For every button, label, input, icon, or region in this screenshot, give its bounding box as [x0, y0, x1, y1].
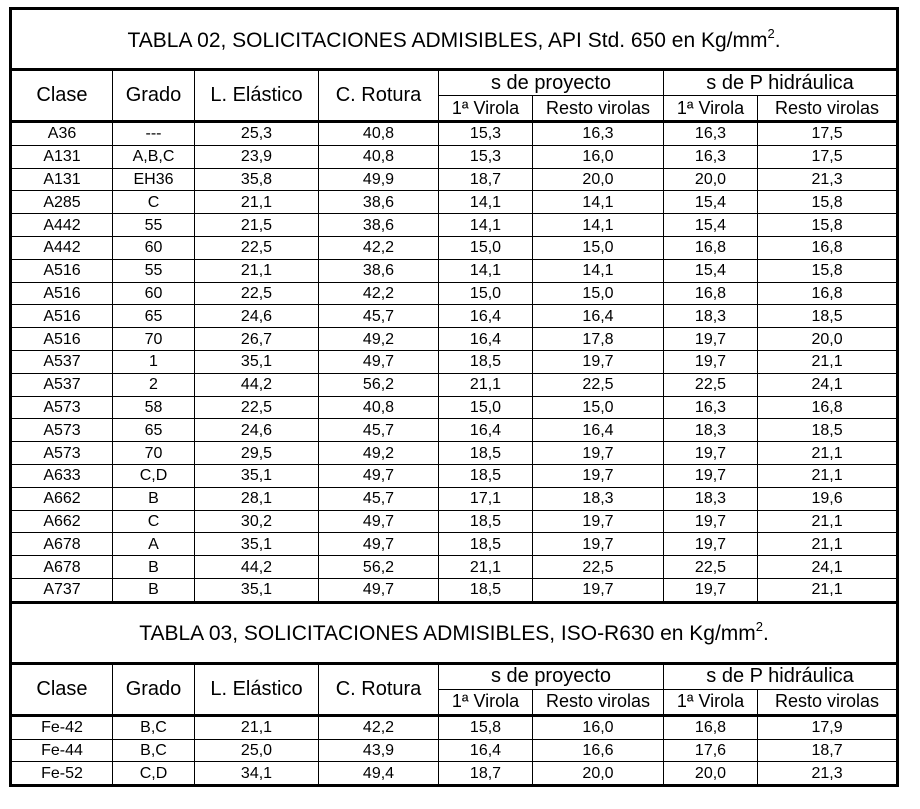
cell-hidraulica-virola1: 16,3: [664, 396, 758, 419]
cell-hidraulica-resto: 21,3: [758, 168, 898, 191]
cell-clase: A36: [11, 122, 113, 146]
cell-hidraulica-virola1: 19,7: [664, 578, 758, 602]
cell-carga-rotura: 49,7: [319, 533, 439, 556]
cell-carga-rotura: 38,6: [319, 191, 439, 214]
cell-hidraulica-virola1: 16,8: [664, 715, 758, 739]
cell-hidraulica-virola1: 19,7: [664, 328, 758, 351]
cell-clase: A678: [11, 533, 113, 556]
table-row: [11, 236, 898, 259]
cell-carga-rotura: 40,8: [319, 122, 439, 146]
header-grado: Grado: [113, 70, 195, 122]
cell-hidraulica-virola1: 18,3: [664, 487, 758, 510]
cell-clase: A537: [11, 373, 113, 396]
cell-hidraulica-resto: 15,8: [758, 214, 898, 237]
cell-hidraulica-virola1: 16,8: [664, 236, 758, 259]
table-row: [11, 373, 898, 396]
cell-limite-elastico: 35,1: [195, 350, 319, 373]
header-limite-elastico: L. Elástico: [195, 663, 319, 715]
table-row: [11, 715, 898, 739]
cell-hidraulica-resto: 16,8: [758, 282, 898, 305]
cell-limite-elastico: 44,2: [195, 556, 319, 579]
cell-clase: A516: [11, 282, 113, 305]
cell-grado: B: [113, 556, 195, 579]
cell-proyecto-resto: 16,0: [533, 145, 664, 168]
cell-proyecto-virola1: 18,5: [439, 350, 533, 373]
cell-carga-rotura: 49,9: [319, 168, 439, 191]
cell-carga-rotura: 38,6: [319, 214, 439, 237]
cell-carga-rotura: 40,8: [319, 396, 439, 419]
table-row: [11, 191, 898, 214]
cell-proyecto-virola1: 18,5: [439, 578, 533, 602]
cell-grado: C,D: [113, 762, 195, 786]
cell-carga-rotura: 49,2: [319, 328, 439, 351]
cell-carga-rotura: 45,7: [319, 487, 439, 510]
cell-carga-rotura: 56,2: [319, 556, 439, 579]
cell-grado: 65: [113, 305, 195, 328]
table-row: [11, 396, 898, 419]
cell-grado: C: [113, 510, 195, 533]
table-row: [11, 305, 898, 328]
cell-proyecto-virola1: 21,1: [439, 556, 533, 579]
cell-hidraulica-virola1: 16,3: [664, 145, 758, 168]
cell-proyecto-resto: 19,7: [533, 442, 664, 465]
cell-grado: A,B,C: [113, 145, 195, 168]
cell-limite-elastico: 35,1: [195, 464, 319, 487]
cell-grado: 55: [113, 259, 195, 282]
table-row: [11, 739, 898, 762]
cell-proyecto-resto: 15,0: [533, 282, 664, 305]
cell-proyecto-virola1: 15,0: [439, 236, 533, 259]
cell-limite-elastico: 21,5: [195, 214, 319, 237]
cell-proyecto-virola1: 18,7: [439, 762, 533, 786]
header-proyecto-virola1: 1ª Virola: [439, 689, 533, 715]
cell-grado: C: [113, 191, 195, 214]
cell-hidraulica-resto: 19,6: [758, 487, 898, 510]
cell-grado: 1: [113, 350, 195, 373]
cell-proyecto-resto: 16,3: [533, 122, 664, 146]
cell-limite-elastico: 34,1: [195, 762, 319, 786]
cell-grado: 55: [113, 214, 195, 237]
table-row: [11, 168, 898, 191]
cell-grado: 70: [113, 328, 195, 351]
cell-limite-elastico: 29,5: [195, 442, 319, 465]
header-carga-rotura: C. Rotura: [319, 663, 439, 715]
cell-limite-elastico: 35,1: [195, 533, 319, 556]
cell-hidraulica-virola1: 22,5: [664, 373, 758, 396]
table03-body: [11, 715, 898, 785]
cell-grado: B: [113, 578, 195, 602]
cell-grado: 2: [113, 373, 195, 396]
cell-hidraulica-resto: 24,1: [758, 373, 898, 396]
header-proyecto-resto: Resto virolas: [533, 96, 664, 122]
cell-proyecto-virola1: 15,3: [439, 145, 533, 168]
cell-clase: A662: [11, 487, 113, 510]
table-row: [11, 419, 898, 442]
cell-proyecto-resto: 15,0: [533, 396, 664, 419]
table-row: [11, 442, 898, 465]
cell-carga-rotura: 40,8: [319, 145, 439, 168]
header-s-hidraulica: s de P hidráulica: [664, 70, 898, 96]
cell-hidraulica-resto: 21,3: [758, 762, 898, 786]
cell-grado: 65: [113, 419, 195, 442]
cell-limite-elastico: 22,5: [195, 282, 319, 305]
cell-carga-rotura: 49,7: [319, 350, 439, 373]
header-hidraulica-virola1: 1ª Virola: [664, 96, 758, 122]
cell-carga-rotura: 56,2: [319, 373, 439, 396]
header-clase: Clase: [11, 663, 113, 715]
cell-proyecto-virola1: 15,0: [439, 396, 533, 419]
cell-limite-elastico: 22,5: [195, 236, 319, 259]
table-row: [11, 762, 898, 786]
cell-proyecto-virola1: 16,4: [439, 419, 533, 442]
header-hidraulica-resto: Resto virolas: [758, 689, 898, 715]
header-s-hidraulica: s de P hidráulica: [664, 663, 898, 689]
cell-limite-elastico: 35,1: [195, 578, 319, 602]
cell-hidraulica-resto: 16,8: [758, 396, 898, 419]
cell-hidraulica-virola1: 15,4: [664, 259, 758, 282]
cell-limite-elastico: 44,2: [195, 373, 319, 396]
table02-body: [11, 122, 898, 603]
cell-proyecto-virola1: 18,7: [439, 168, 533, 191]
header-carga-rotura: C. Rotura: [319, 70, 439, 122]
table-row: [11, 510, 898, 533]
cell-hidraulica-resto: 18,5: [758, 419, 898, 442]
cell-hidraulica-virola1: 22,5: [664, 556, 758, 579]
cell-hidraulica-virola1: 18,3: [664, 419, 758, 442]
cell-hidraulica-virola1: 18,3: [664, 305, 758, 328]
cell-proyecto-virola1: 18,5: [439, 533, 533, 556]
cell-hidraulica-resto: 21,1: [758, 578, 898, 602]
table-row: [11, 282, 898, 305]
table-row: [11, 214, 898, 237]
cell-hidraulica-virola1: 16,3: [664, 122, 758, 146]
cell-carga-rotura: 42,2: [319, 282, 439, 305]
cell-carga-rotura: 49,4: [319, 762, 439, 786]
cell-limite-elastico: 25,0: [195, 739, 319, 762]
cell-clase: A131: [11, 168, 113, 191]
cell-hidraulica-resto: 18,5: [758, 305, 898, 328]
cell-proyecto-resto: 22,5: [533, 556, 664, 579]
cell-grado: 60: [113, 282, 195, 305]
header-s-proyecto: s de proyecto: [439, 70, 664, 96]
cell-hidraulica-resto: 18,7: [758, 739, 898, 762]
header-hidraulica-resto: Resto virolas: [758, 96, 898, 122]
cell-proyecto-virola1: 18,5: [439, 510, 533, 533]
cell-limite-elastico: 21,1: [195, 191, 319, 214]
cell-hidraulica-virola1: 17,6: [664, 739, 758, 762]
cell-carga-rotura: 45,7: [319, 305, 439, 328]
table-row: [11, 350, 898, 373]
cell-limite-elastico: 21,1: [195, 715, 319, 739]
cell-clase: A516: [11, 328, 113, 351]
cell-clase: Fe-52: [11, 762, 113, 786]
cell-clase: A633: [11, 464, 113, 487]
cell-clase: A516: [11, 305, 113, 328]
cell-hidraulica-resto: 20,0: [758, 328, 898, 351]
cell-proyecto-virola1: 15,3: [439, 122, 533, 146]
cell-limite-elastico: 30,2: [195, 510, 319, 533]
cell-carga-rotura: 42,2: [319, 715, 439, 739]
cell-hidraulica-virola1: 19,7: [664, 510, 758, 533]
header-proyecto-resto: Resto virolas: [533, 689, 664, 715]
cell-proyecto-resto: 16,4: [533, 419, 664, 442]
cell-hidraulica-resto: 21,1: [758, 464, 898, 487]
cell-proyecto-resto: 16,0: [533, 715, 664, 739]
cell-proyecto-virola1: 16,4: [439, 305, 533, 328]
cell-clase: A537: [11, 350, 113, 373]
cell-limite-elastico: 28,1: [195, 487, 319, 510]
cell-proyecto-virola1: 14,1: [439, 259, 533, 282]
cell-proyecto-resto: 19,7: [533, 464, 664, 487]
cell-proyecto-resto: 19,7: [533, 578, 664, 602]
cell-grado: 60: [113, 236, 195, 259]
table-row: [11, 487, 898, 510]
cell-limite-elastico: 23,9: [195, 145, 319, 168]
cell-grado: EH36: [113, 168, 195, 191]
table-row: [11, 145, 898, 168]
cell-clase: A573: [11, 396, 113, 419]
table02-title: TABLA 02, SOLICITACIONES ADMISIBLES, API Std. 650 en $Kg/mm^2$.: [11, 9, 898, 70]
cell-carga-rotura: 49,7: [319, 464, 439, 487]
cell-clase: Fe-44: [11, 739, 113, 762]
cell-hidraulica-virola1: 15,4: [664, 191, 758, 214]
cell-proyecto-resto: 19,7: [533, 350, 664, 373]
cell-proyecto-resto: 16,4: [533, 305, 664, 328]
table-row: [11, 259, 898, 282]
cell-carga-rotura: 42,2: [319, 236, 439, 259]
cell-proyecto-virola1: 17,1: [439, 487, 533, 510]
cell-clase: A573: [11, 419, 113, 442]
cell-hidraulica-resto: 21,1: [758, 510, 898, 533]
solicitaciones-table: [9, 7, 899, 787]
cell-hidraulica-resto: 15,8: [758, 191, 898, 214]
table-row: [11, 533, 898, 556]
cell-limite-elastico: 24,6: [195, 419, 319, 442]
cell-hidraulica-virola1: 19,7: [664, 442, 758, 465]
cell-hidraulica-virola1: 15,4: [664, 214, 758, 237]
cell-proyecto-resto: 14,1: [533, 259, 664, 282]
cell-proyecto-resto: 14,1: [533, 214, 664, 237]
cell-grado: A: [113, 533, 195, 556]
cell-carga-rotura: 49,2: [319, 442, 439, 465]
cell-hidraulica-virola1: 20,0: [664, 168, 758, 191]
cell-hidraulica-resto: 17,5: [758, 122, 898, 146]
table-row: [11, 122, 898, 146]
header-s-proyecto: s de proyecto: [439, 663, 664, 689]
header-grado: Grado: [113, 663, 195, 715]
cell-clase: A285: [11, 191, 113, 214]
cell-clase: A573: [11, 442, 113, 465]
table-row: [11, 328, 898, 351]
table-row: [11, 556, 898, 579]
cell-proyecto-virola1: 14,1: [439, 214, 533, 237]
cell-clase: A516: [11, 259, 113, 282]
cell-proyecto-resto: 19,7: [533, 533, 664, 556]
document-page: [9, 7, 898, 787]
cell-grado: C,D: [113, 464, 195, 487]
cell-hidraulica-resto: 21,1: [758, 533, 898, 556]
header-proyecto-virola1: 1ª Virola: [439, 96, 533, 122]
cell-proyecto-resto: 17,8: [533, 328, 664, 351]
cell-hidraulica-resto: 17,9: [758, 715, 898, 739]
cell-proyecto-virola1: 16,4: [439, 328, 533, 351]
cell-proyecto-resto: 19,7: [533, 510, 664, 533]
header-clase: Clase: [11, 70, 113, 122]
cell-grado: 58: [113, 396, 195, 419]
cell-hidraulica-resto: 21,1: [758, 442, 898, 465]
cell-carga-rotura: 45,7: [319, 419, 439, 442]
cell-proyecto-virola1: 15,0: [439, 282, 533, 305]
cell-proyecto-resto: 20,0: [533, 168, 664, 191]
cell-proyecto-virola1: 16,4: [439, 739, 533, 762]
cell-proyecto-resto: 16,6: [533, 739, 664, 762]
cell-hidraulica-virola1: 19,7: [664, 533, 758, 556]
header-limite-elastico: L. Elástico: [195, 70, 319, 122]
cell-hidraulica-virola1: 20,0: [664, 762, 758, 786]
cell-limite-elastico: 25,3: [195, 122, 319, 146]
cell-hidraulica-resto: 17,5: [758, 145, 898, 168]
table03-title: TABLA 03, SOLICITACIONES ADMISIBLES, ISO-R630 en $Kg/mm^2$.: [11, 602, 898, 663]
cell-proyecto-resto: 22,5: [533, 373, 664, 396]
cell-limite-elastico: 24,6: [195, 305, 319, 328]
cell-grado: B: [113, 487, 195, 510]
cell-limite-elastico: 22,5: [195, 396, 319, 419]
cell-clase: A442: [11, 214, 113, 237]
cell-clase: A678: [11, 556, 113, 579]
cell-hidraulica-resto: 21,1: [758, 350, 898, 373]
cell-hidraulica-virola1: 19,7: [664, 464, 758, 487]
cell-proyecto-resto: 15,0: [533, 236, 664, 259]
cell-proyecto-virola1: 14,1: [439, 191, 533, 214]
cell-carga-rotura: 38,6: [319, 259, 439, 282]
cell-hidraulica-resto: 16,8: [758, 236, 898, 259]
cell-hidraulica-virola1: 19,7: [664, 350, 758, 373]
cell-limite-elastico: 35,8: [195, 168, 319, 191]
cell-clase: Fe-42: [11, 715, 113, 739]
cell-grado: B,C: [113, 715, 195, 739]
cell-proyecto-virola1: 18,5: [439, 442, 533, 465]
cell-proyecto-resto: 14,1: [533, 191, 664, 214]
cell-clase: A131: [11, 145, 113, 168]
cell-proyecto-virola1: 15,8: [439, 715, 533, 739]
cell-clase: A662: [11, 510, 113, 533]
cell-clase: A737: [11, 578, 113, 602]
cell-limite-elastico: 21,1: [195, 259, 319, 282]
cell-proyecto-virola1: 21,1: [439, 373, 533, 396]
cell-limite-elastico: 26,7: [195, 328, 319, 351]
cell-grado: 70: [113, 442, 195, 465]
cell-carga-rotura: 49,7: [319, 510, 439, 533]
cell-carga-rotura: 49,7: [319, 578, 439, 602]
cell-proyecto-resto: 18,3: [533, 487, 664, 510]
cell-hidraulica-virola1: 16,8: [664, 282, 758, 305]
header-hidraulica-virola1: 1ª Virola: [664, 689, 758, 715]
cell-proyecto-resto: 20,0: [533, 762, 664, 786]
table-row: [11, 464, 898, 487]
cell-clase: A442: [11, 236, 113, 259]
table-row: [11, 578, 898, 602]
cell-hidraulica-resto: 24,1: [758, 556, 898, 579]
cell-hidraulica-resto: 15,8: [758, 259, 898, 282]
cell-proyecto-virola1: 18,5: [439, 464, 533, 487]
cell-carga-rotura: 43,9: [319, 739, 439, 762]
cell-grado: B,C: [113, 739, 195, 762]
cell-grado: ---: [113, 122, 195, 146]
